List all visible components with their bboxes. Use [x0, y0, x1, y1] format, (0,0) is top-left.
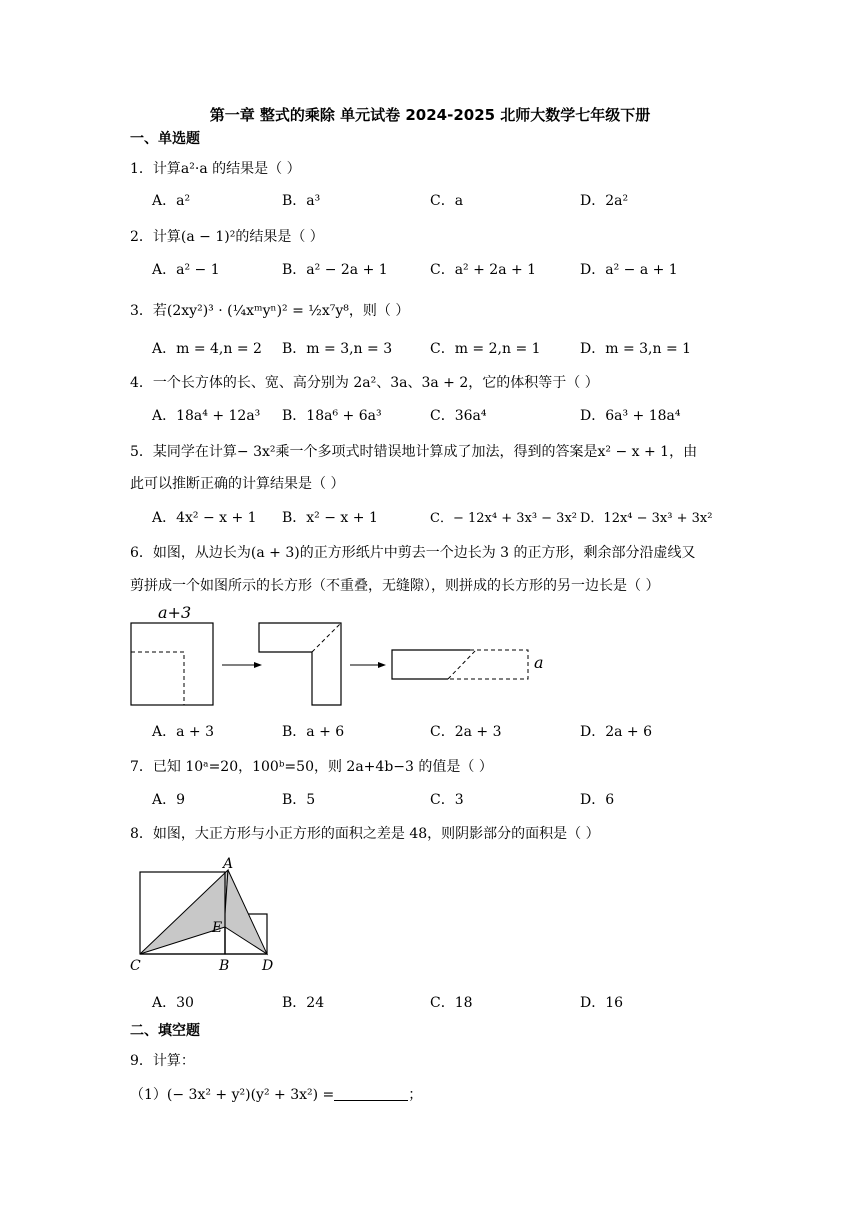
q1-option-a: A．a² [152, 193, 191, 209]
q7-option-d: D．6 [580, 792, 615, 808]
q4-option-d: D．6a³ + 18a⁴ [580, 408, 681, 424]
q6-option-a: A．a + 3 [152, 724, 214, 740]
q1-option-b: B．a³ [282, 193, 321, 209]
question-5-line-2: 此可以推断正确的计算结果是（ ） [130, 476, 345, 492]
question-5-line-1: 5．某同学在计算− 3x²乘一个多项式时错误地计算成了加法，得到的答案是x² − x + 1，由 [130, 444, 698, 460]
question-4: 4．一个长方体的长、宽、高分别为 2a²、3a、3a + 2，它的体积等于（ ） [130, 375, 599, 391]
q2-option-c: C．a² + 2a + 1 [430, 262, 537, 278]
rectangle-solid-part [392, 650, 470, 679]
answer-blank[interactable] [334, 1086, 408, 1101]
q3-option-c: C．m = 2,n = 1 [430, 341, 541, 357]
figure-label-a-plus-3: a+3 [158, 603, 192, 622]
q5-option-a: A．4x² − x + 1 [152, 510, 257, 526]
shaded-triangle-left [140, 870, 228, 954]
question-8: 8．如图，大正方形与小正方形的面积之差是 48，则阴影部分的面积是（ ） [130, 826, 600, 842]
question-9-part-1-text: （1）(− 3x² + y²)(y² + 3x²) = [130, 1087, 335, 1103]
question-1: 1．计算a²·a 的结果是（ ） [130, 161, 301, 177]
l-shape-diagonal [312, 623, 341, 652]
question-2: 2．计算(a − 1)²的结果是（ ） [130, 229, 324, 245]
label-d: D [262, 958, 274, 974]
q4-option-b: B．18a⁶ + 6a³ [282, 408, 382, 424]
question-9-part-1 [130, 1084, 422, 1104]
q2-option-a: A．a² − 1 [152, 262, 220, 278]
q7-option-c: C．3 [430, 792, 464, 808]
q5-option-c: C．− 12x⁴ + 3x³ − 3x² [430, 511, 577, 526]
q2-option-d: D．a² − a + 1 [580, 262, 678, 278]
question-6-line-1: 6．如图，从边长为(a + 3)的正方形纸片中剪去一个边长为 3 的正方形，剩余部分沿虚线又 [130, 545, 696, 561]
q8-option-d: D．16 [580, 995, 624, 1011]
arrow-2-head [378, 662, 386, 668]
q6-option-c: C．2a + 3 [430, 724, 502, 740]
q5-option-d: D．12x⁴ − 3x³ + 3x² [580, 511, 713, 526]
figure-label-a: a [534, 653, 544, 672]
question-8-figure [126, 852, 286, 976]
q7-option-b: B．5 [282, 792, 316, 808]
section-fill-blank: 二、填空题 [130, 1023, 200, 1039]
question-3: 3．若(2xy²)³ · (¼xᵐyⁿ)² = ½x⁷y⁸，则（ ） [130, 303, 410, 319]
q8-option-c: C．18 [430, 995, 473, 1011]
arrow-1-head [254, 662, 262, 668]
q4-option-a: A．18a⁴ + 12a³ [152, 408, 261, 424]
q2-option-b: B．a² − 2a + 1 [282, 262, 388, 278]
rectangle-dashed-part [448, 650, 528, 679]
cut-dashed-line [131, 652, 184, 705]
q3-option-b: B．m = 3,n = 3 [282, 341, 393, 357]
question-6-figure [120, 600, 560, 720]
q5-option-b: B．x² − x + 1 [282, 510, 378, 526]
label-e: E [212, 920, 223, 936]
q8-option-b: B．24 [282, 995, 325, 1011]
shaded-triangle-right [225, 870, 267, 954]
q8-option-a: A．30 [152, 995, 194, 1011]
q4-option-c: C．36a⁴ [430, 408, 487, 424]
q1-option-c: C．a [430, 193, 464, 209]
q7-option-a: A．9 [152, 792, 186, 808]
question-7: 7．已知 10ᵃ=20，100ᵇ=50，则 2a+4b−3 的值是（ ） [130, 759, 493, 775]
document-title: 第一章 整式的乘除 单元试卷 2024-2025 北师大数学七年级下册 [209, 106, 651, 124]
question-6-line-2: 剪拼成一个如图所示的长方形（不重叠，无缝隙），则拼成的长方形的另一边长是（ ） [130, 578, 660, 594]
q6-option-b: B．a + 6 [282, 724, 345, 740]
question-9: 9．计算： [130, 1053, 195, 1069]
q1-option-d: D．2a² [580, 193, 629, 209]
big-square [131, 623, 213, 705]
q6-option-d: D．2a + 6 [580, 724, 653, 740]
label-c: C [130, 958, 141, 974]
q3-option-a: A．m = 4,n = 2 [152, 341, 262, 357]
rectangle-diagonal [448, 650, 476, 679]
label-b: B [219, 958, 230, 974]
q3-option-d: D．m = 3,n = 1 [580, 341, 692, 357]
question-9-part-1-end: ； [408, 1087, 423, 1103]
label-a: A [223, 856, 234, 872]
section-single-choice: 一、单选题 [130, 131, 200, 147]
